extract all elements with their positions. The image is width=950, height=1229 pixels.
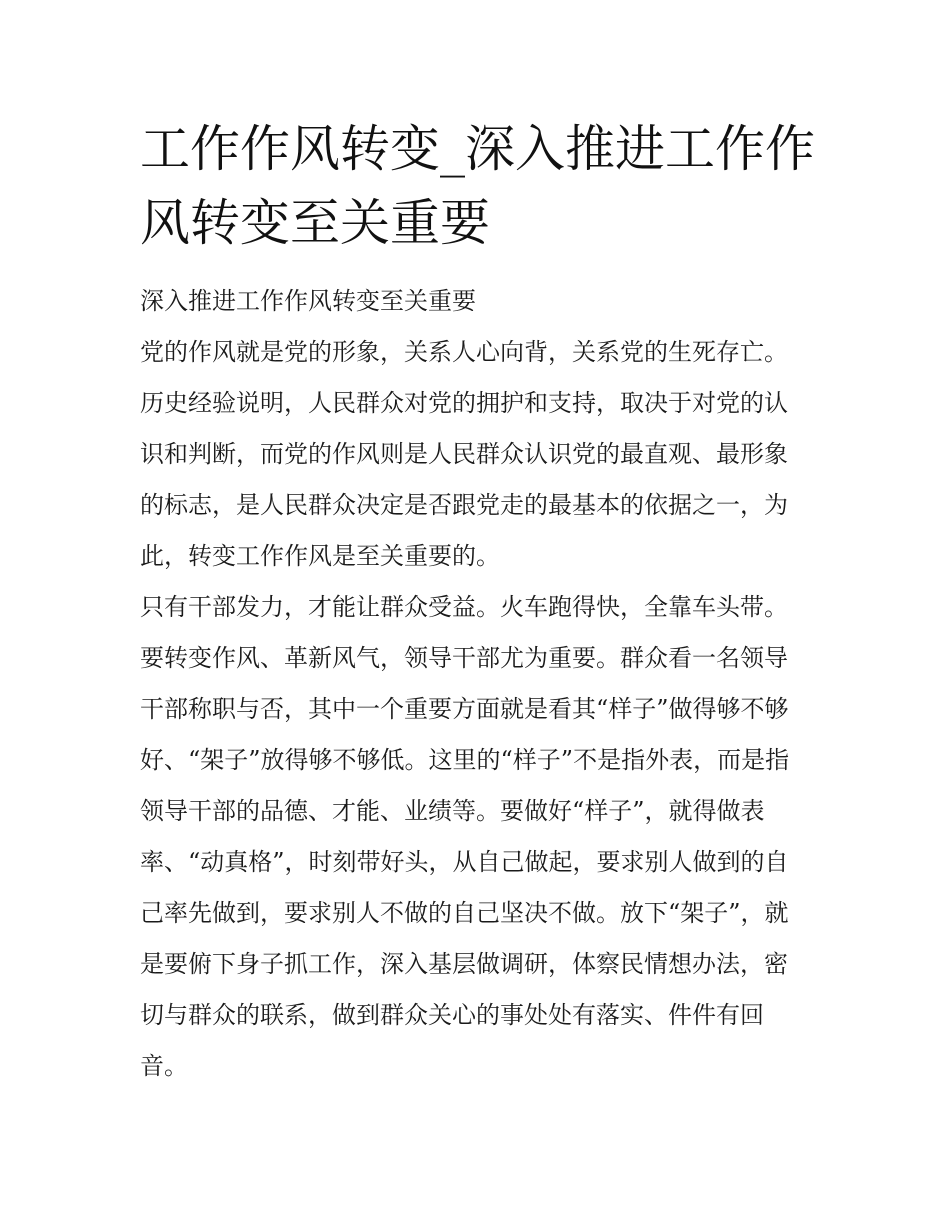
text-line: 的标志，是人民群众决定是否跟党走的最基本的依据之一，为	[140, 491, 788, 519]
text-line: 切与群众的联系，做到群众关心的事处处有落实、件件有回	[140, 1001, 764, 1029]
document-body	[140, 281, 830, 1097]
body-paragraph	[140, 587, 830, 1097]
text-line: 干部称职与否，其中一个重要方面就是看其“样子”做得够不够	[140, 695, 789, 723]
text-line: 率、“动真格”，时刻带好头，从自己做起，要求别人做到的自	[140, 848, 789, 876]
title-line: 工作作风转变_深入推进工作作	[140, 120, 815, 178]
text-line: 是要俯下身子抓工作，深入基层做调研，体察民情想办法，密	[140, 950, 788, 978]
text-line: 音。	[140, 1052, 188, 1080]
text-line: 历史经验说明，人民群众对党的拥护和支持，取决于对党的认	[140, 389, 788, 417]
text-line: 识和判断，而党的作风则是人民群众认识党的最直观、最形象	[140, 440, 788, 468]
text-line: 要转变作风、革新风气，领导干部尤为重要。群众看一名领导	[140, 644, 788, 672]
text-line: 好、“架子”放得够不够低。这里的“样子”不是指外表，而是指	[140, 746, 790, 774]
text-line: 党的作风就是党的形象，关系人心向背，关系党的生死存亡。	[140, 338, 788, 366]
subtitle-paragraph	[140, 281, 830, 332]
text-line: 己率先做到，要求别人不做的自己坚决不做。放下“架子”，就	[140, 899, 789, 927]
document-title	[140, 112, 820, 260]
body-paragraph	[140, 332, 830, 587]
text-line: 此，转变工作作风是至关重要的。	[140, 542, 500, 570]
text-line: 领导干部的品德、才能、业绩等。要做好“样子”，就得做表	[140, 797, 765, 825]
title-line: 风转变至关重要	[140, 194, 490, 252]
text-line: 只有干部发力，才能让群众受益。火车跑得快，全靠车头带。	[140, 593, 788, 621]
text-line: 深入推进工作作风转变至关重要	[140, 287, 476, 315]
